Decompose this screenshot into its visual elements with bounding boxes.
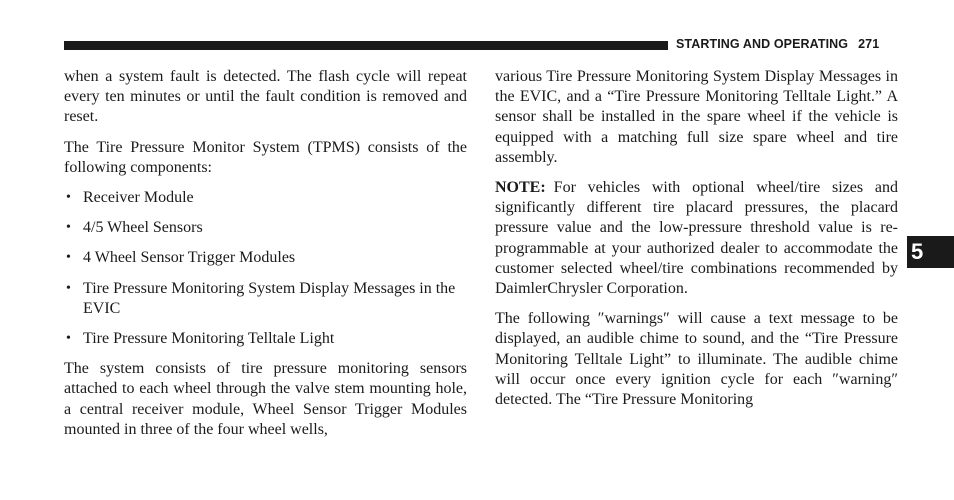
paragraph: The system consists of tire pressure monitoring sensors attached to each wheel through the valve stem mounting hole, a central receiver module, Wheel Sensor Trigger Modules mounted in three of the four wheel wells, — [64, 360, 467, 438]
chapter-tab: 5 — [907, 236, 954, 268]
paragraph: when a system fault is detected. The flash cycle will repeat every ten minutes or until the fault condition is removed and reset. — [64, 68, 467, 126]
list-item: • Receiver Module — [64, 188, 467, 208]
header-rule — [64, 41, 668, 50]
note-label: NOTE: — [495, 179, 546, 197]
list-item: • Tire Pressure Monitoring System Display Messages in the EVIC — [64, 279, 467, 319]
running-header — [676, 37, 879, 53]
right-column — [495, 67, 898, 420]
note-text: For vehicles with optional wheel/tire sizes and significantly different tire placard pressures, the placard pressure value and the low-pressure threshold value is re-programmable at your authorized dealer to accommodate the customer selected wheel/tire combinations recommended by DaimlerChrysler Corporation. — [495, 179, 898, 298]
left-column — [64, 67, 467, 450]
page-number: 271 — [858, 37, 880, 51]
paragraph: The Tire Pressure Monitor System (TPMS) consists of the following components: — [64, 138, 467, 176]
paragraph: The following ″warnings″ will cause a text message to be displayed, an audible chime to sound, and the “Tire Pressure Monitoring Telltale Light” to illuminate. The audible chime will occur once every ignition cycle for each ″warning″ detected. The “Tire Pressure Monitoring — [495, 310, 898, 409]
paragraph: various Tire Pressure Monitoring System Display Messages in the EVIC, and a “Tire Pressure Monitoring Telltale Light.” A sensor shall be installed in the spare wheel if the vehicle is equipped with a matching full size spare wheel and tire assembly. — [495, 68, 898, 166]
list-item: • 4/5 Wheel Sensors — [64, 218, 467, 238]
section-title: STARTING AND OPERATING — [676, 37, 849, 51]
note-paragraph — [495, 178, 898, 299]
list-item: • 4 Wheel Sensor Trigger Modules — [64, 248, 467, 268]
list-item: • Tire Pressure Monitoring Telltale Light — [64, 329, 467, 349]
component-list — [64, 188, 467, 349]
